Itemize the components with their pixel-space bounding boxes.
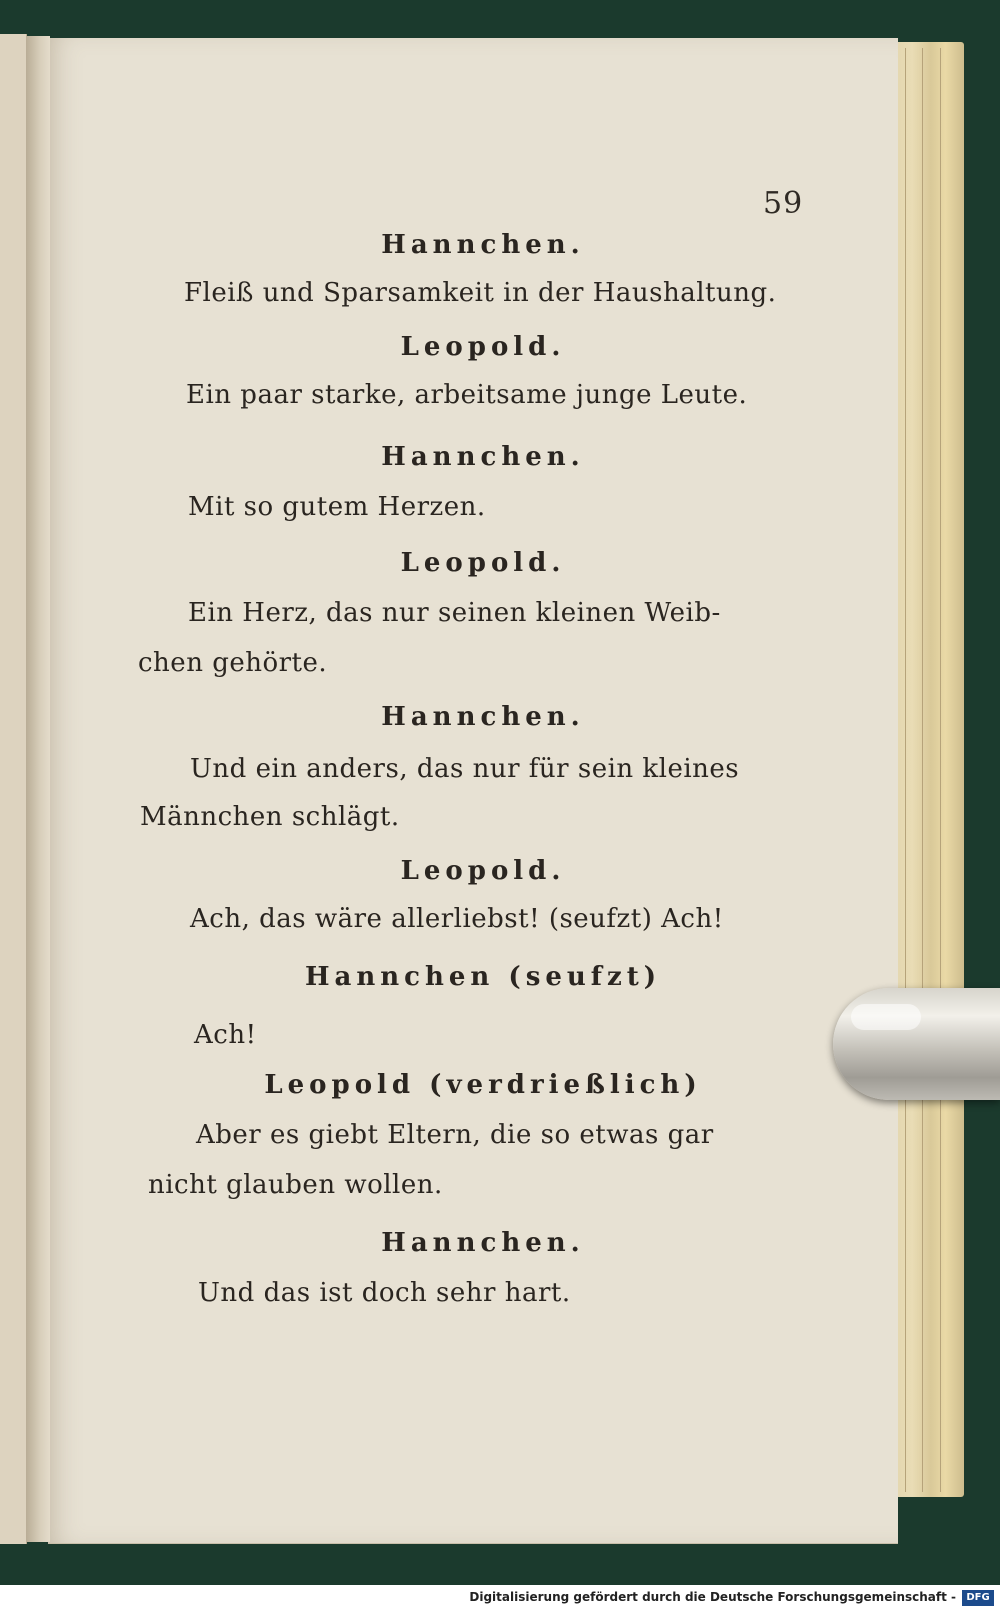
speaker-line: Leopold. xyxy=(400,548,566,578)
page-number: 59 xyxy=(763,186,804,221)
speaker-line: Hannchen. xyxy=(381,1228,585,1258)
speaker-line: Hannchen. xyxy=(381,230,585,260)
speech-line: Männchen schlägt. xyxy=(140,802,400,832)
book-gutter xyxy=(26,36,50,1542)
speech-line: Mit so gutem Herzen. xyxy=(188,492,486,522)
page-edge-line xyxy=(940,48,941,1492)
speech-line: nicht glauben wollen. xyxy=(148,1170,443,1200)
page-edge-line xyxy=(905,48,906,1492)
speech-line: Und das ist doch sehr hart. xyxy=(198,1278,571,1308)
speaker-line: Hannchen. xyxy=(381,442,585,472)
speaker-line: Hannchen. xyxy=(381,702,585,732)
speaker-line: Hannchen (seufzt) xyxy=(304,962,662,992)
speech-line: Ein paar starke, arbeitsame junge Leute. xyxy=(186,380,748,410)
book-page xyxy=(48,38,898,1544)
speech-line: Ach, das wäre allerliebst! (seufzt) Ach! xyxy=(190,904,724,934)
speech-line: Ach! xyxy=(194,1020,257,1050)
speaker-line: Leopold. xyxy=(400,332,566,362)
speaker-line: Leopold (verdrießlich) xyxy=(264,1070,702,1100)
page-edges xyxy=(890,42,964,1497)
page-edge-line xyxy=(922,48,923,1492)
left-page-edge xyxy=(0,34,27,1544)
credit-bar xyxy=(0,1585,1000,1611)
speech-line: Und ein anders, das nur für sein kleines xyxy=(190,754,740,784)
speech-line: Aber es giebt Eltern, die so etwas gar xyxy=(196,1120,714,1150)
speech-line: Fleiß und Sparsamkeit in der Haushaltung. xyxy=(184,278,777,308)
speaker-line: Leopold. xyxy=(400,856,566,886)
dfg-logo-icon: DFG xyxy=(962,1590,994,1606)
speech-line: chen gehörte. xyxy=(138,648,328,678)
credit-text: Digitalisierung gefördert durch die Deutsche Forschungsgemeinschaft - xyxy=(469,1590,956,1604)
speech-line: Ein Herz, das nur seinen kleinen Weib- xyxy=(188,598,721,628)
glass-page-weight xyxy=(833,988,1000,1100)
